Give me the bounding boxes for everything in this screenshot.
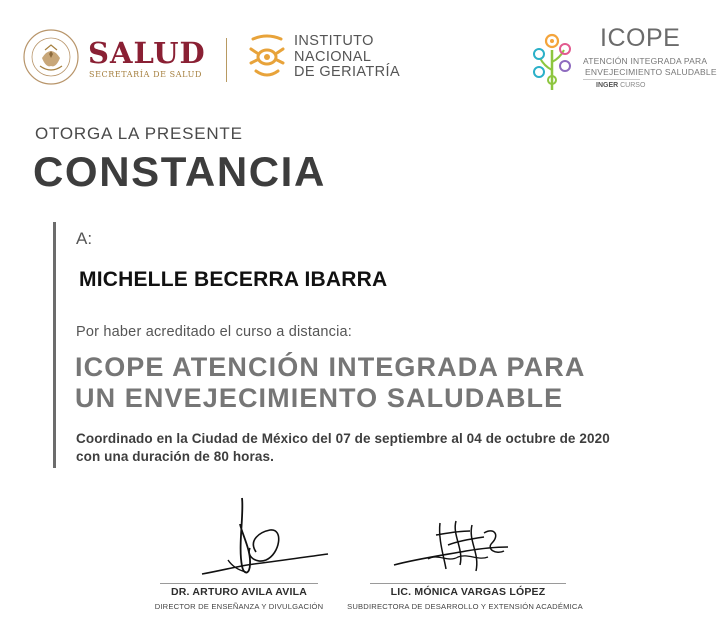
icope-wordmark: ICOPE (600, 24, 681, 52)
course-title-line-2: UN ENVEJECIMIENTO SALUDABLE (75, 383, 564, 413)
icope-divider (583, 79, 640, 80)
inger-line-2: NACIONAL (294, 48, 372, 65)
coordination-line-1: Coordinado en la Ciudad de México del 07 de septiembre al 04 de octubre de 2020 (76, 431, 610, 446)
course-title-line-1: ICOPE ATENCIÓN INTEGRADA PARA (75, 352, 586, 382)
certificate-title: CONSTANCIA (33, 148, 326, 195)
logo-divider (226, 38, 227, 82)
reason-text: Por haber acreditado el curso a distancia: (76, 324, 352, 340)
accent-bar (53, 222, 56, 468)
signatory-1-title: DIRECTOR DE ENSEÑANZA Y DIVULGACIÓN (154, 602, 324, 611)
mexico-seal-logo (22, 28, 80, 86)
signature-2-line (370, 583, 566, 584)
inger-logo-icon (247, 33, 287, 81)
signatory-2-name: LIC. MÓNICA VARGAS LÓPEZ (390, 586, 546, 598)
inger-wordmark (294, 34, 400, 81)
recipient-name: MICHELLE BECERRA IBARRA (79, 268, 388, 291)
inger-line-1: INSTITUTO (294, 33, 374, 49)
secretaria-de-salud-label: SECRETARÍA DE SALUD (89, 70, 202, 79)
signatory-1-name: DR. ARTURO AVILA AVILA (170, 586, 308, 598)
inger-line-3: DE GERIATRÍA (294, 64, 401, 80)
icope-tag-rest: CURSO (618, 82, 646, 89)
signature-1-line (160, 583, 318, 584)
signatory-2-title: SUBDIRECTORA DE DESARROLLO Y EXTENSIÓN ACADÉMICA (347, 602, 583, 611)
icope-tagline (596, 82, 645, 89)
salud-wordmark: SALUD (88, 36, 206, 70)
icope-subtitle-2: ENVEJECIMIENTO SALUDABLE (585, 67, 717, 77)
signature-1-graphic (198, 494, 338, 586)
icope-subtitle-1: ATENCIÓN INTEGRADA PARA (583, 56, 708, 66)
coordination-line-2: con una duración de 80 horas. (76, 449, 274, 464)
icope-tag-bold: INGER (596, 82, 619, 89)
recipient-label: A: (76, 229, 93, 248)
signature-2-graphic (388, 513, 516, 585)
otorga-heading: OTORGA LA PRESENTE (35, 124, 243, 143)
icope-tree-icon (532, 32, 572, 90)
